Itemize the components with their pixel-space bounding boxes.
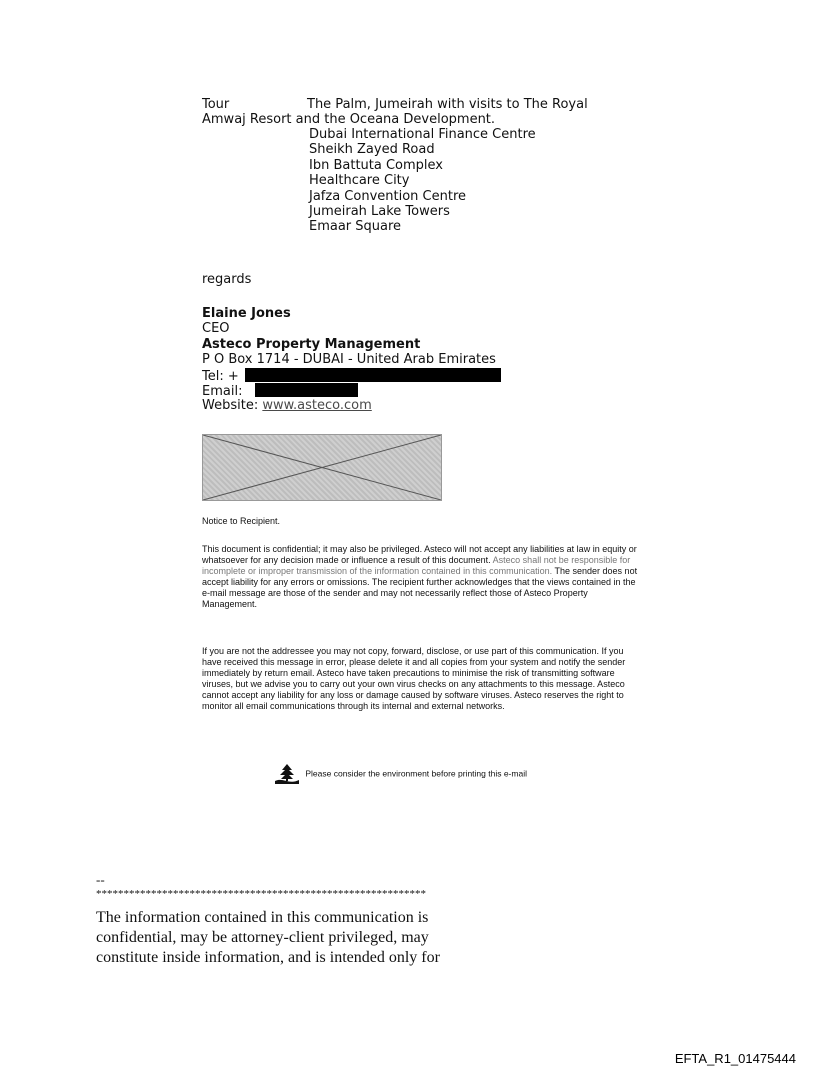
tour-item: Jumeirah Lake Towers	[309, 203, 450, 219]
tour-wrap-line: Amwaj Resort and the Oceana Development.	[202, 112, 496, 127]
legal-disclaimer: The information contained in this communication is confidential, may be attorney-client privileged, may constitute inside information, and is intended only for	[96, 909, 440, 966]
tree-road-icon	[275, 764, 299, 784]
tour-item-list	[309, 127, 536, 235]
email-label: Email:	[202, 383, 243, 399]
website-label: Website:	[202, 398, 263, 414]
tour-label: Tour	[202, 97, 230, 112]
tour-item: Emaar Square	[309, 219, 402, 235]
environment-text: Please consider the environment before printing this e-mail	[305, 768, 527, 779]
notice-text: This document is confidential; it may also be privileged. Asteco will not accept any liabilities at law in equity or whatsoever for any decision made or influence a result of this document.	[202, 544, 637, 565]
notice-paragraph	[202, 544, 642, 610]
website-link[interactable]: www.asteco.com	[262, 398, 372, 414]
tour-item: Healthcare City	[309, 173, 410, 189]
environment-note	[275, 764, 527, 784]
tour-item: Dubai International Finance Centre	[309, 127, 536, 142]
broken-image-placeholder	[202, 434, 442, 501]
signature-email-row	[202, 383, 501, 398]
tour-first-line: The Palm, Jumeirah with visits to The Royal	[307, 97, 588, 112]
signature-website-row	[202, 398, 501, 413]
notice-text-muted: Asteco shall not be responsible for incomplete or improper transmission of the information contained in this communication.	[202, 555, 631, 576]
redaction-bar	[245, 368, 501, 382]
notice-heading: Notice to Recipient.	[202, 516, 281, 526]
tour-item: Ibn Battuta Complex	[309, 157, 443, 173]
signature-company: Asteco Property Management	[202, 336, 421, 352]
signature-address: P O Box 1714 - DUBAI - United Arab Emirates	[202, 352, 496, 368]
redaction-bar	[255, 383, 358, 397]
tel-label: Tel: +	[202, 368, 239, 384]
notice-text: The sender does not accept liability for any errors or omissions. The recipient further acknowledges that the views contained in the e-mail message are those of the sender and may not necessarily reflect those of Asteco Property Management.	[202, 566, 638, 609]
tour-item: Jafza Convention Centre	[309, 188, 467, 204]
closing-regards: regards	[202, 272, 252, 287]
signature-tel-row	[202, 368, 501, 383]
signature-title: CEO	[202, 321, 230, 337]
email-signature	[202, 306, 501, 414]
separator-stars: ************************************************************	[96, 888, 426, 900]
image-cross-icon	[203, 435, 441, 500]
document-id: EFTA_R1_01475444	[674, 1051, 796, 1066]
notice-paragraph: If you are not the addressee you may not copy, forward, disclose, or use part of this communication. If you have received this message in error, please delete it and all copies from your system and notify the sender immediately by return email. Asteco have taken precautions to minimise the risk of transmitting software viruses, but we advise you to carry out your own virus checks on any attachments to this message. Asteco cannot accept any liability for any loss or damage caused by software viruses. Asteco reserves the right to monitor all email communications through its internal and external networks.	[202, 646, 626, 711]
separator-dash: --	[96, 872, 105, 887]
tour-item: Sheikh Zayed Road	[309, 142, 435, 158]
signature-name: Elaine Jones	[202, 306, 291, 321]
